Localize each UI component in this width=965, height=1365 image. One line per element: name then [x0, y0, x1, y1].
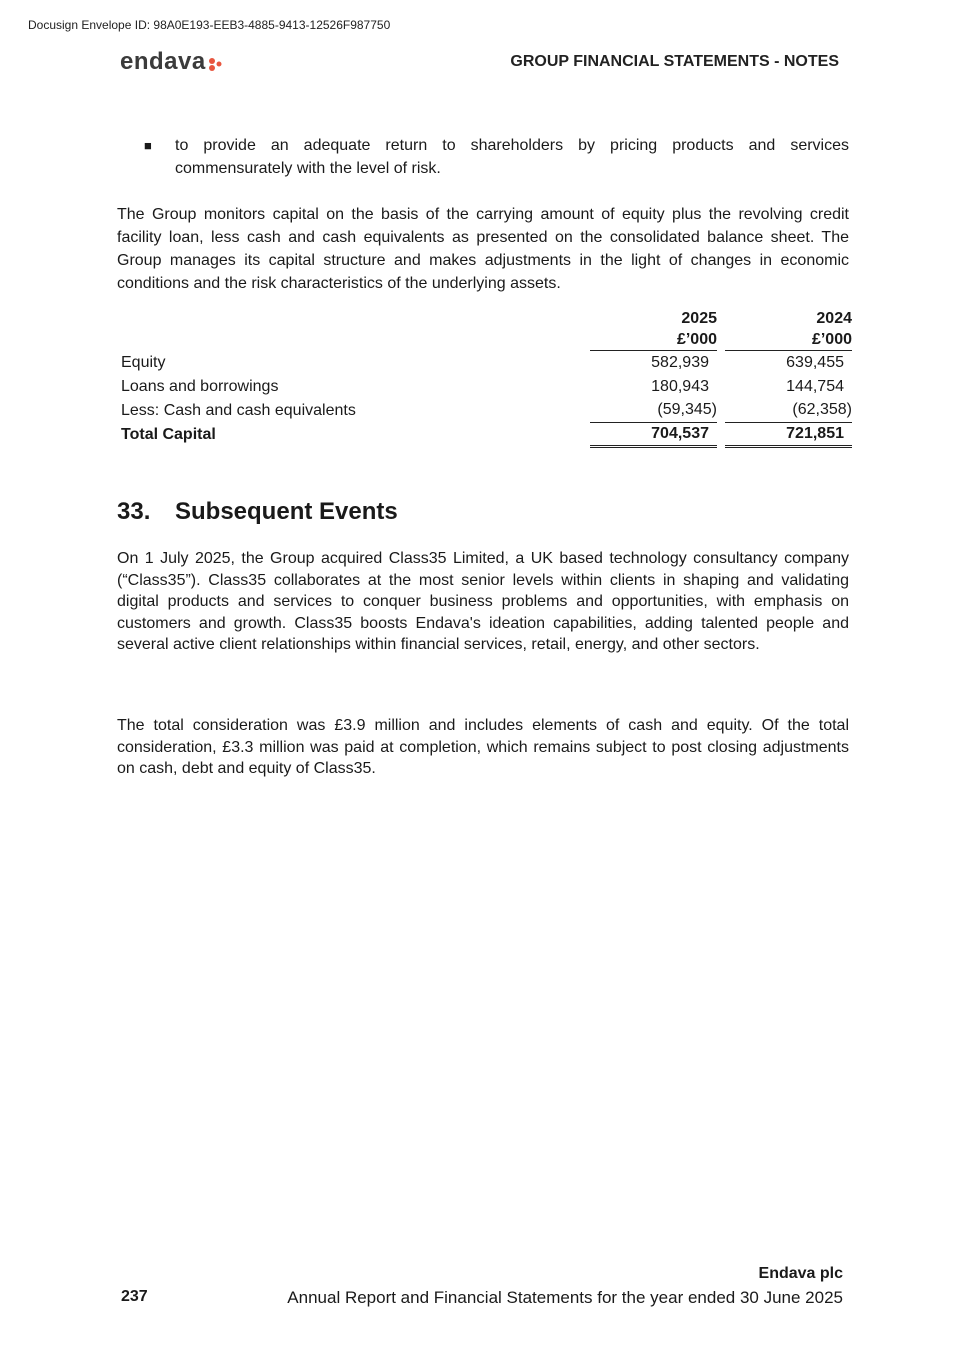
- table-row: [117, 375, 852, 399]
- cell-2025: 582,939: [651, 353, 709, 371]
- col-year-2024: 2024: [816, 310, 852, 327]
- cell-2024: 639,455: [786, 353, 844, 371]
- col-year-2025: 2025: [681, 310, 717, 327]
- row-label: Less: Cash and cash equivalents: [121, 401, 356, 419]
- footer-company: Endava plc: [758, 1265, 843, 1282]
- col-unit-2025: £’000: [590, 329, 717, 351]
- col-unit-2024: £’000: [725, 329, 852, 351]
- section-number: 33.: [117, 498, 151, 525]
- cell-2025: 180,943: [651, 377, 709, 395]
- table-row-total: [117, 423, 852, 447]
- cell-2025: 704,537: [590, 423, 717, 447]
- section-heading: [117, 498, 398, 526]
- bullet-text: to provide an adequate return to shareholders by pricing products and services commensurately with the level of risk.: [175, 137, 849, 177]
- logo-mark-icon: [208, 57, 222, 71]
- footer-description: Annual Report and Financial Statements for the year ended 30 June 2025: [287, 1288, 843, 1307]
- logo-text: endava: [120, 48, 206, 75]
- intro-paragraph: The Group monitors capital on the basis of the carrying amount of equity plus the revolving credit facility loan, less cash and cash equivalents as presented on the consolidated balance sheet. The Group manages its capital structure and makes adjustments in the light of changes in economic conditions and the risk characteristics of the underlying assets.: [117, 206, 849, 292]
- page-number: 237: [121, 1288, 148, 1305]
- table-row: [117, 351, 852, 375]
- cell-2025: (59,345): [590, 399, 717, 423]
- envelope-id: Docusign Envelope ID: 98A0E193-EEB3-4885-9413-12526F987750: [28, 18, 391, 32]
- consideration-paragraph: The total consideration was £3.9 million and includes elements of cash and equity. Of the total consideration, £3.3 million was paid at completion, which remains subject to post closing adjustments on cash, debt and equity of Class35.: [117, 717, 849, 777]
- cell-2024: 144,754: [786, 377, 844, 395]
- row-label: Equity: [121, 353, 166, 371]
- row-label: Loans and borrowings: [121, 377, 279, 395]
- header-title: GROUP FINANCIAL STATEMENTS - NOTES: [510, 53, 839, 70]
- subsequent-events-paragraph: On 1 July 2025, the Group acquired Class35 Limited, a UK based technology consultancy company (“Class35”). Class35 collaborates at the most senior levels within clients in shaping and validating digital products and services to conquer business problems and opportunities, with emphasis on customers and growth. Class35 boosts Endava's ideation capabilities, adding talented people and several active client relationships within financial services, retail, energy, and other sectors.: [117, 550, 849, 653]
- bullet-marker-icon: ■: [144, 138, 152, 153]
- endava-logo: [120, 48, 222, 76]
- table-header-year: [117, 308, 852, 329]
- section-title: Subsequent Events: [175, 498, 398, 525]
- table-row: [117, 399, 852, 423]
- row-label: Total Capital: [121, 425, 216, 443]
- bullet-item: [117, 134, 849, 180]
- cell-2024: (62,358): [725, 399, 852, 423]
- capital-table: [117, 308, 852, 448]
- cell-2024: 721,851: [725, 423, 852, 447]
- table-header-unit: [117, 329, 852, 351]
